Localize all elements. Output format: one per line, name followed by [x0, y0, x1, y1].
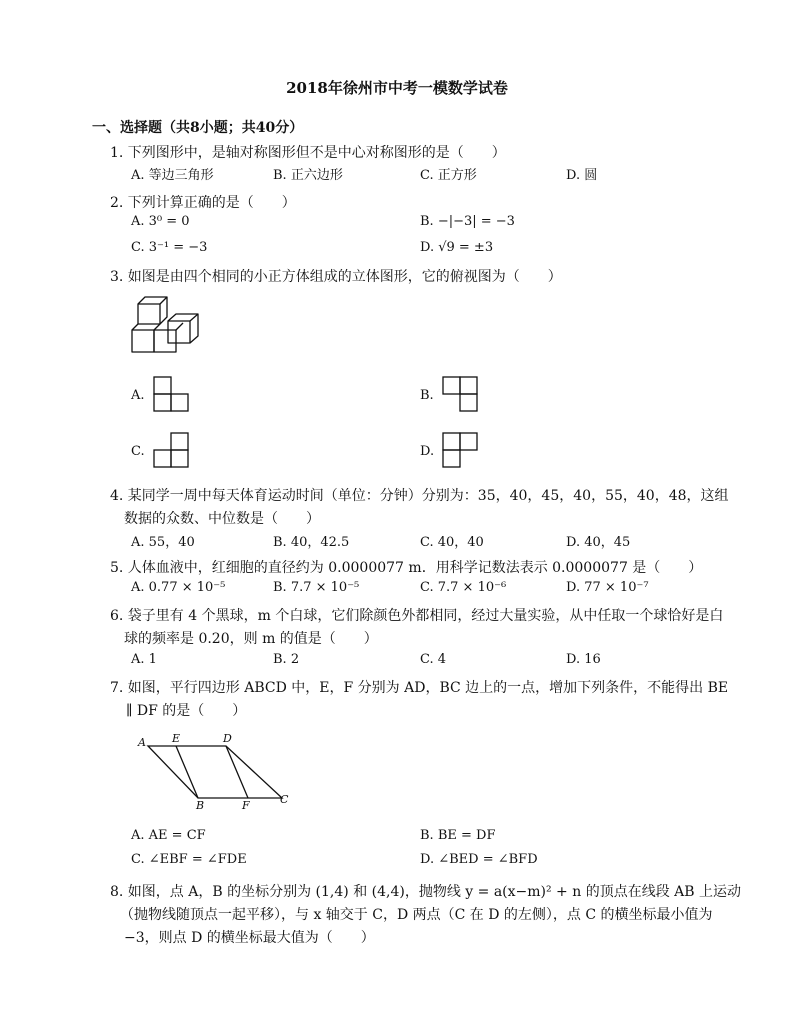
q8-stem-line3: −3，则点 D 的横坐标最大值为（ ） — [124, 930, 375, 946]
q2-stem: 2. 下列计算正确的是（ ） — [110, 195, 296, 211]
page-title: 2018年徐州市中考一模数学试卷 — [286, 79, 508, 97]
q5-option-c: C. 7.7 × 10⁻⁶ — [420, 580, 507, 595]
q3-option-c-figure — [153, 432, 191, 468]
q2-option-b: B. −|−3| = −3 — [420, 214, 515, 229]
q7-label-f: F — [242, 799, 250, 812]
q8-stem-line2: （抛物线随顶点一起平移），与 x 轴交于 C，D 两点（C 在 D 的左侧），点 C 的横坐标最小值为 — [120, 907, 713, 923]
q7-parallelogram-figure — [134, 732, 294, 812]
q2-option-d: D. √9 = ±3 — [420, 240, 494, 255]
q3-option-d-figure — [442, 432, 480, 468]
q6-stem-line2: 球的频率是 0.20，则 m 的值是（ ） — [124, 631, 378, 647]
q7-stem-line1: 7. 如图，平行四边形 ABCD 中，E，F 分别为 AD，BC 边上的一点，增加下列条件，不能得出 BE — [110, 680, 729, 696]
q1-option-b: B. 正六边形 — [273, 168, 343, 183]
q5-stem: 5. 人体血液中，红细胞的直径约为 0.0000077 m．用科学记数法表示 0.0000077 是（ ） — [110, 560, 703, 576]
q7-label-e: E — [172, 732, 181, 745]
q2-option-a: A. 3⁰ = 0 — [131, 214, 190, 229]
q6-option-b: B. 2 — [273, 652, 300, 667]
q4-option-d: D. 40，45 — [566, 535, 631, 550]
q3-option-d-label: D. — [420, 444, 435, 459]
q6-stem-line1: 6. 袋子里有 4 个黑球，m 个白球，它们除颜色外都相同，经过大量实验，从中任取一个球恰好是白 — [110, 608, 724, 624]
q4-option-a: A. 55，40 — [131, 535, 195, 550]
q5-option-b: B. 7.7 × 10⁻⁵ — [273, 580, 360, 595]
q7-option-a: A. AE = CF — [131, 828, 206, 843]
q2-option-c: C. 3⁻¹ = −3 — [131, 240, 208, 255]
q4-stem-line2: 数据的众数、中位数是（ ） — [124, 511, 320, 527]
q7-option-d: D. ∠BED = ∠BFD — [420, 852, 538, 867]
q3-option-b-label: B. — [420, 388, 434, 403]
q3-cube-figure — [128, 294, 208, 358]
q4-option-b: B. 40，42.5 — [273, 535, 350, 550]
q3-option-a-label: A. — [131, 388, 145, 403]
q5-option-a: A. 0.77 × 10⁻⁵ — [131, 580, 226, 595]
q5-option-d: D. 77 × 10⁻⁷ — [566, 580, 649, 595]
q3-option-b-figure — [442, 376, 480, 412]
q7-label-b: B — [196, 799, 205, 812]
q6-option-c: C. 4 — [420, 652, 447, 667]
q1-option-a: A. 等边三角形 — [131, 168, 214, 183]
q8-stem-line1: 8. 如图，点 A，B 的坐标分别为 (1,4) 和 (4,4)，抛物线 y = a(x−m)² + n 的顶点在线段 AB 上运动 — [110, 884, 742, 900]
q3-option-a-figure — [153, 376, 191, 412]
section-heading: 一、选择题（共8小题；共40分） — [92, 120, 304, 136]
q7-label-d: D — [223, 732, 232, 745]
q1-option-d: D. 圆 — [566, 168, 598, 183]
q7-label-c: C — [280, 793, 289, 806]
q7-stem-line2: ∥ DF 的是（ ） — [126, 703, 247, 719]
q1-option-c: C. 正方形 — [420, 168, 477, 183]
q3-stem: 3. 如图是由四个相同的小正方体组成的立体图形，它的俯视图为（ ） — [110, 269, 562, 285]
q1-stem: 1. 下列图形中，是轴对称图形但不是中心对称图形的是（ ） — [110, 145, 506, 161]
q3-option-c-label: C. — [131, 444, 145, 459]
q7-option-b: B. BE = DF — [420, 828, 496, 843]
q7-option-c: C. ∠EBF = ∠FDE — [131, 852, 247, 867]
q7-label-a: A — [138, 736, 146, 749]
q4-option-c: C. 40，40 — [420, 535, 484, 550]
q6-option-d: D. 16 — [566, 652, 601, 667]
q6-option-a: A. 1 — [131, 652, 157, 667]
q4-stem-line1: 4. 某同学一周中每天体育运动时间（单位：分钟）分别为：35，40，45，40，55，40，48，这组 — [110, 488, 729, 504]
